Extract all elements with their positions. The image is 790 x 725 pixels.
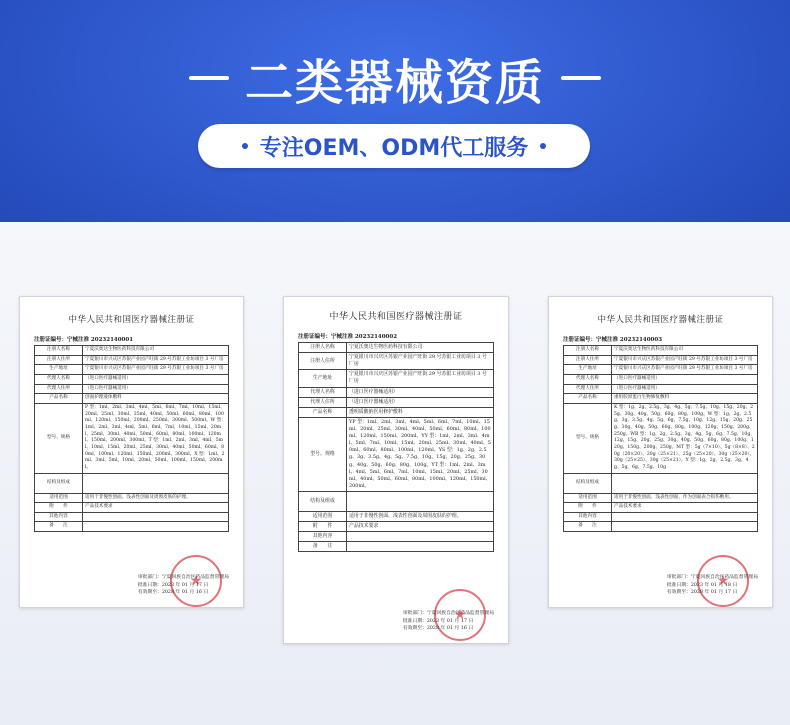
table-row — [564, 473, 758, 493]
row-value: 产品技术要求 — [347, 522, 494, 532]
row-value: 创面护理液体敷料 — [83, 394, 229, 404]
row-value: 宁夏沃奥达生物医药科技有限公司 — [612, 346, 758, 356]
row-value — [347, 542, 494, 552]
table-row — [299, 387, 494, 397]
table-row — [35, 346, 229, 356]
subtitle-text: 专注OEM、ODM代工服务 — [259, 135, 529, 161]
row-label: 代理人名称 — [299, 387, 347, 397]
cert-signature-block — [667, 574, 758, 597]
cert-title: 中华人民共和国医疗器械注册证 — [597, 315, 724, 325]
row-value — [612, 522, 758, 532]
table-row — [564, 503, 758, 513]
row-value: 宁夏沃奥达生物医药科技有限公司 — [83, 346, 229, 356]
page-title: 二类器械资质 — [244, 54, 545, 111]
row-value — [83, 512, 229, 522]
table-row — [35, 365, 229, 375]
row-value: 宁夏银川市兴庆区苏银产业园产旺街 29 号苏银工业坊项目 3 号厂房 — [83, 355, 229, 365]
row-label: 注册人名称 — [35, 346, 83, 356]
table-row — [564, 512, 758, 522]
row-label: 注册人住所 — [564, 355, 612, 365]
pill-left-dot — [242, 143, 248, 149]
row-label: 注册人住所 — [35, 355, 83, 365]
cert-reg-number — [34, 335, 243, 343]
row-value: （进口医疗器械适用） — [612, 384, 758, 394]
reg-label: 注册证编号： — [563, 337, 597, 343]
table-row — [35, 512, 229, 522]
table-row — [564, 355, 758, 365]
table-row — [35, 394, 229, 404]
row-label: 附 件 — [35, 503, 83, 513]
table-row — [299, 532, 494, 542]
sign-line: 批准日期：2023 年 01 月 17 日 — [137, 582, 209, 588]
table-row — [35, 493, 229, 503]
row-value: 宁夏银川市兴庆区苏银产业园产旺街 29 号苏银工业坊项目 3 号厂房 — [347, 353, 494, 370]
row-label: 型号、规格 — [299, 417, 347, 491]
row-value: （进口医疗器械适用） — [347, 397, 494, 407]
table-row — [35, 384, 229, 394]
row-label: 产品名称 — [35, 394, 83, 404]
cert-table — [298, 342, 494, 552]
sign-line: 批准日期：2023 年 01 月 18 日 — [666, 582, 738, 588]
reg-value: 宁械注准 20232140002 — [331, 334, 398, 340]
row-value: 宁夏银川市兴庆区苏银产业园产旺街 29 号苏银工业坊项目 3 号厂房 — [612, 355, 758, 365]
row-label: 备 注 — [35, 522, 83, 532]
cert-signature-block — [403, 610, 494, 633]
sign-line: 有效期至：2028 年 01 月 16 日 — [402, 626, 474, 632]
title-row — [0, 48, 790, 111]
table-row — [299, 417, 494, 491]
row-label: 适用范围 — [299, 511, 347, 521]
row-label: 型号、规格 — [35, 403, 83, 473]
row-label: 其他内容 — [299, 532, 347, 542]
row-value: 产品技术要求 — [83, 503, 229, 513]
row-value: 适用于非慢性创面、浅表性创面及周围皮肤的护理。 — [347, 511, 494, 521]
row-label: 备 注 — [299, 542, 347, 552]
sign-line: 有效期至：2028 年 01 月 17 日 — [666, 590, 738, 596]
sign-line: 审批部门：宁夏回族自治区药品监督管理局 — [137, 574, 229, 580]
sign-line: 审批部门：宁夏回族自治区药品监督管理局 — [402, 610, 494, 616]
title-right-line — [561, 76, 601, 80]
row-value: 产品技术要求 — [612, 503, 758, 513]
row-label: 生产地址 — [35, 365, 83, 375]
row-value — [612, 512, 758, 522]
row-value: 适用于非慢性创面、浅表性创面及周围皮肤的护理。 — [83, 493, 229, 503]
hero-banner — [0, 0, 790, 222]
table-row — [564, 493, 758, 503]
row-label: 适用范围 — [564, 493, 612, 503]
sign-line: 审批部门：宁夏回族自治区药品监督管理局 — [666, 574, 758, 580]
table-row — [299, 353, 494, 370]
table-row — [299, 491, 494, 511]
row-label: 备 注 — [564, 522, 612, 532]
row-value: 宁夏银川市兴庆区苏银产业园产旺街 29 号苏银工业坊项目 3 号厂房 — [83, 365, 229, 375]
row-value — [612, 473, 758, 493]
reg-label: 注册证编号： — [34, 337, 68, 343]
table-row — [564, 403, 758, 473]
row-label: 结构及组成 — [299, 491, 347, 511]
table-row — [299, 511, 494, 521]
row-value: 适用于非慢性创面、浅表性创面，作为创面表合损伤敷用。 — [612, 493, 758, 503]
table-row — [564, 522, 758, 532]
row-value: 宁夏沃奥达生物医药科技有限公司 — [347, 343, 494, 353]
row-label: 适用范围 — [35, 493, 83, 503]
table-row — [35, 522, 229, 532]
sign-line: 有效期至：2028 年 01 月 16 日 — [137, 590, 209, 596]
row-label: 结构及组成 — [35, 473, 83, 493]
pill-right-dot — [540, 143, 546, 149]
cert-table — [563, 345, 758, 532]
cert-table — [34, 345, 229, 532]
row-value: （进口医疗器械适用） — [83, 374, 229, 384]
table-row — [564, 365, 758, 375]
certificate-card-2 — [283, 296, 509, 644]
certificate-card-3 — [548, 296, 773, 608]
table-row — [564, 384, 758, 394]
table-row — [35, 473, 229, 493]
table-row — [564, 346, 758, 356]
row-label: 型号、规格 — [564, 403, 612, 473]
table-row — [299, 522, 494, 532]
row-label: 生产地址 — [299, 370, 347, 387]
row-label: 结构及组成 — [564, 473, 612, 493]
row-value: P 型：1ml、2ml、3ml、4ml、5ml、6ml、7ml、10ml、15ml、20ml、25ml、30ml、35ml、40ml、50ml、60ml、80ml、100ml、120ml、150ml、200ml、250ml、300ml、500ml。W 型：1ml、2ml、3ml、4ml、5ml、6ml、7ml、10ml、15ml、20ml、25ml、30ml、40ml、50ml、60ml、80ml、100ml、120ml、150ml、200ml、300ml。T 型：1ml、2ml、3ml、4ml、5ml、10ml、15ml、20ml、25ml、30ml、40ml、50ml、60ml、80ml、100ml、120ml、150ml、200ml、300ml。X 型：1ml、2ml、3ml、5ml、10ml、20ml、50ml、100ml、150ml、200ml。 — [83, 403, 229, 473]
cert-reg-number — [298, 332, 508, 340]
row-label: 附 件 — [564, 503, 612, 513]
table-row — [299, 542, 494, 552]
reg-value: 宁械注准 20232140003 — [596, 337, 663, 343]
row-label: 注册人住所 — [299, 353, 347, 370]
sign-line: 批准日期：2023 年 01 月 17 日 — [402, 618, 474, 624]
row-value — [83, 522, 229, 532]
table-row — [35, 503, 229, 513]
reg-value: 宁械注准 20232140001 — [67, 337, 134, 343]
table-row — [299, 343, 494, 353]
subtitle-pill — [198, 124, 590, 168]
table-row — [35, 374, 229, 384]
row-label: 注册人名称 — [564, 346, 612, 356]
row-value: 宁夏银川市兴庆区苏银产业园产旺街 29 号苏银工业坊项目 3 号厂房 — [347, 370, 494, 387]
table-row — [299, 407, 494, 417]
table-row — [299, 370, 494, 387]
row-label: 代理人名称 — [564, 374, 612, 384]
row-label: 产品名称 — [564, 394, 612, 404]
row-label: 生产地址 — [564, 365, 612, 375]
row-label: 附 件 — [299, 522, 347, 532]
table-row — [35, 355, 229, 365]
title-left-line — [189, 76, 229, 80]
row-label: 产品名称 — [299, 407, 347, 417]
row-value: 宁夏银川市兴庆区苏银产业园产旺街 29 号苏银工业坊项目 3 号厂房 — [612, 365, 758, 375]
cert-title: 中华人民共和国医疗器械注册证 — [68, 315, 195, 325]
certificate-card-1 — [19, 296, 244, 608]
row-value: （进口医疗器械适用） — [347, 387, 494, 397]
row-value — [347, 491, 494, 511]
table-row — [564, 394, 758, 404]
table-row — [299, 397, 494, 407]
row-value: 重组胶原蛋白生物修复敷料 — [612, 394, 758, 404]
row-value: 透明质酸钠医用修护敷料 — [347, 407, 494, 417]
row-value: YP 型：1ml、2ml、3ml、4ml、5ml、6ml、7ml、10ml、15ml、20ml、25ml、30ml、40ml、50ml、60ml、80ml、100ml、120ml、150ml、200ml。YY 型：1ml、2ml、3ml、4ml、5ml、7ml、10ml、15ml、20ml、25ml、30ml、40ml、50ml、60ml、80ml、100ml、120ml。YS 型：1g、2g、2.5g、3g、3.5g、4g、5g、7.5g、10g、15g、20g、25g、30g、40g、50g、60g、80g、100g。YT 型：1ml、2ml、3ml、4ml、5ml、6ml、7ml、10ml、15ml、20ml、25ml、30ml、40ml、50ml、60ml、80ml、100ml、120ml、150ml、200ml。 — [347, 417, 494, 491]
row-label: 代理人名称 — [35, 374, 83, 384]
table-row — [564, 374, 758, 384]
cert-title: 中华人民共和国医疗器械注册证 — [329, 312, 463, 322]
row-label: 其他内容 — [564, 512, 612, 522]
cert-reg-number — [563, 335, 772, 343]
row-value: K 型：1g、2g、2.5g、3g、4g、5g、7.5g、10g、15g、20g、25g、30g、40g、50g、60g、80g、100g。W 型：1g、2g、2.5g、3g、3.5g、4g、5g、6g、7.5g、10g、12g、15g、20g、25g、30g、40g、50g、60g、80g、100g、120g、150g、200g、250g。WB 型：1g、2g、2.5g、3g、4g、5g、6g、7.5g、10g、12g、15g、20g、25g、30g、40g、50g、60g、80g、100g、120g、150g、200g、250g。MT 型：5g（7×10）、5g（8×8）、20g（20×20）、20g（25×21）、25g（25×20）、30g（25×20）、30g（25×25）、30g（25×21）。Y 型：1g、2g、2.5g、3g、4g、5g、6g、7.5g、10g — [612, 403, 758, 473]
row-label: 注册人名称 — [299, 343, 347, 353]
row-value — [347, 532, 494, 542]
row-value: （进口医疗器械适用） — [612, 374, 758, 384]
row-label: 代理人住所 — [564, 384, 612, 394]
reg-label: 注册证编号： — [298, 334, 332, 340]
cert-signature-block — [138, 574, 229, 597]
row-label: 代理人住所 — [299, 397, 347, 407]
row-value — [83, 473, 229, 493]
table-row — [35, 403, 229, 473]
row-value: （进口医疗器械适用） — [83, 384, 229, 394]
row-label: 其他内容 — [35, 512, 83, 522]
row-label: 代理人住所 — [35, 384, 83, 394]
